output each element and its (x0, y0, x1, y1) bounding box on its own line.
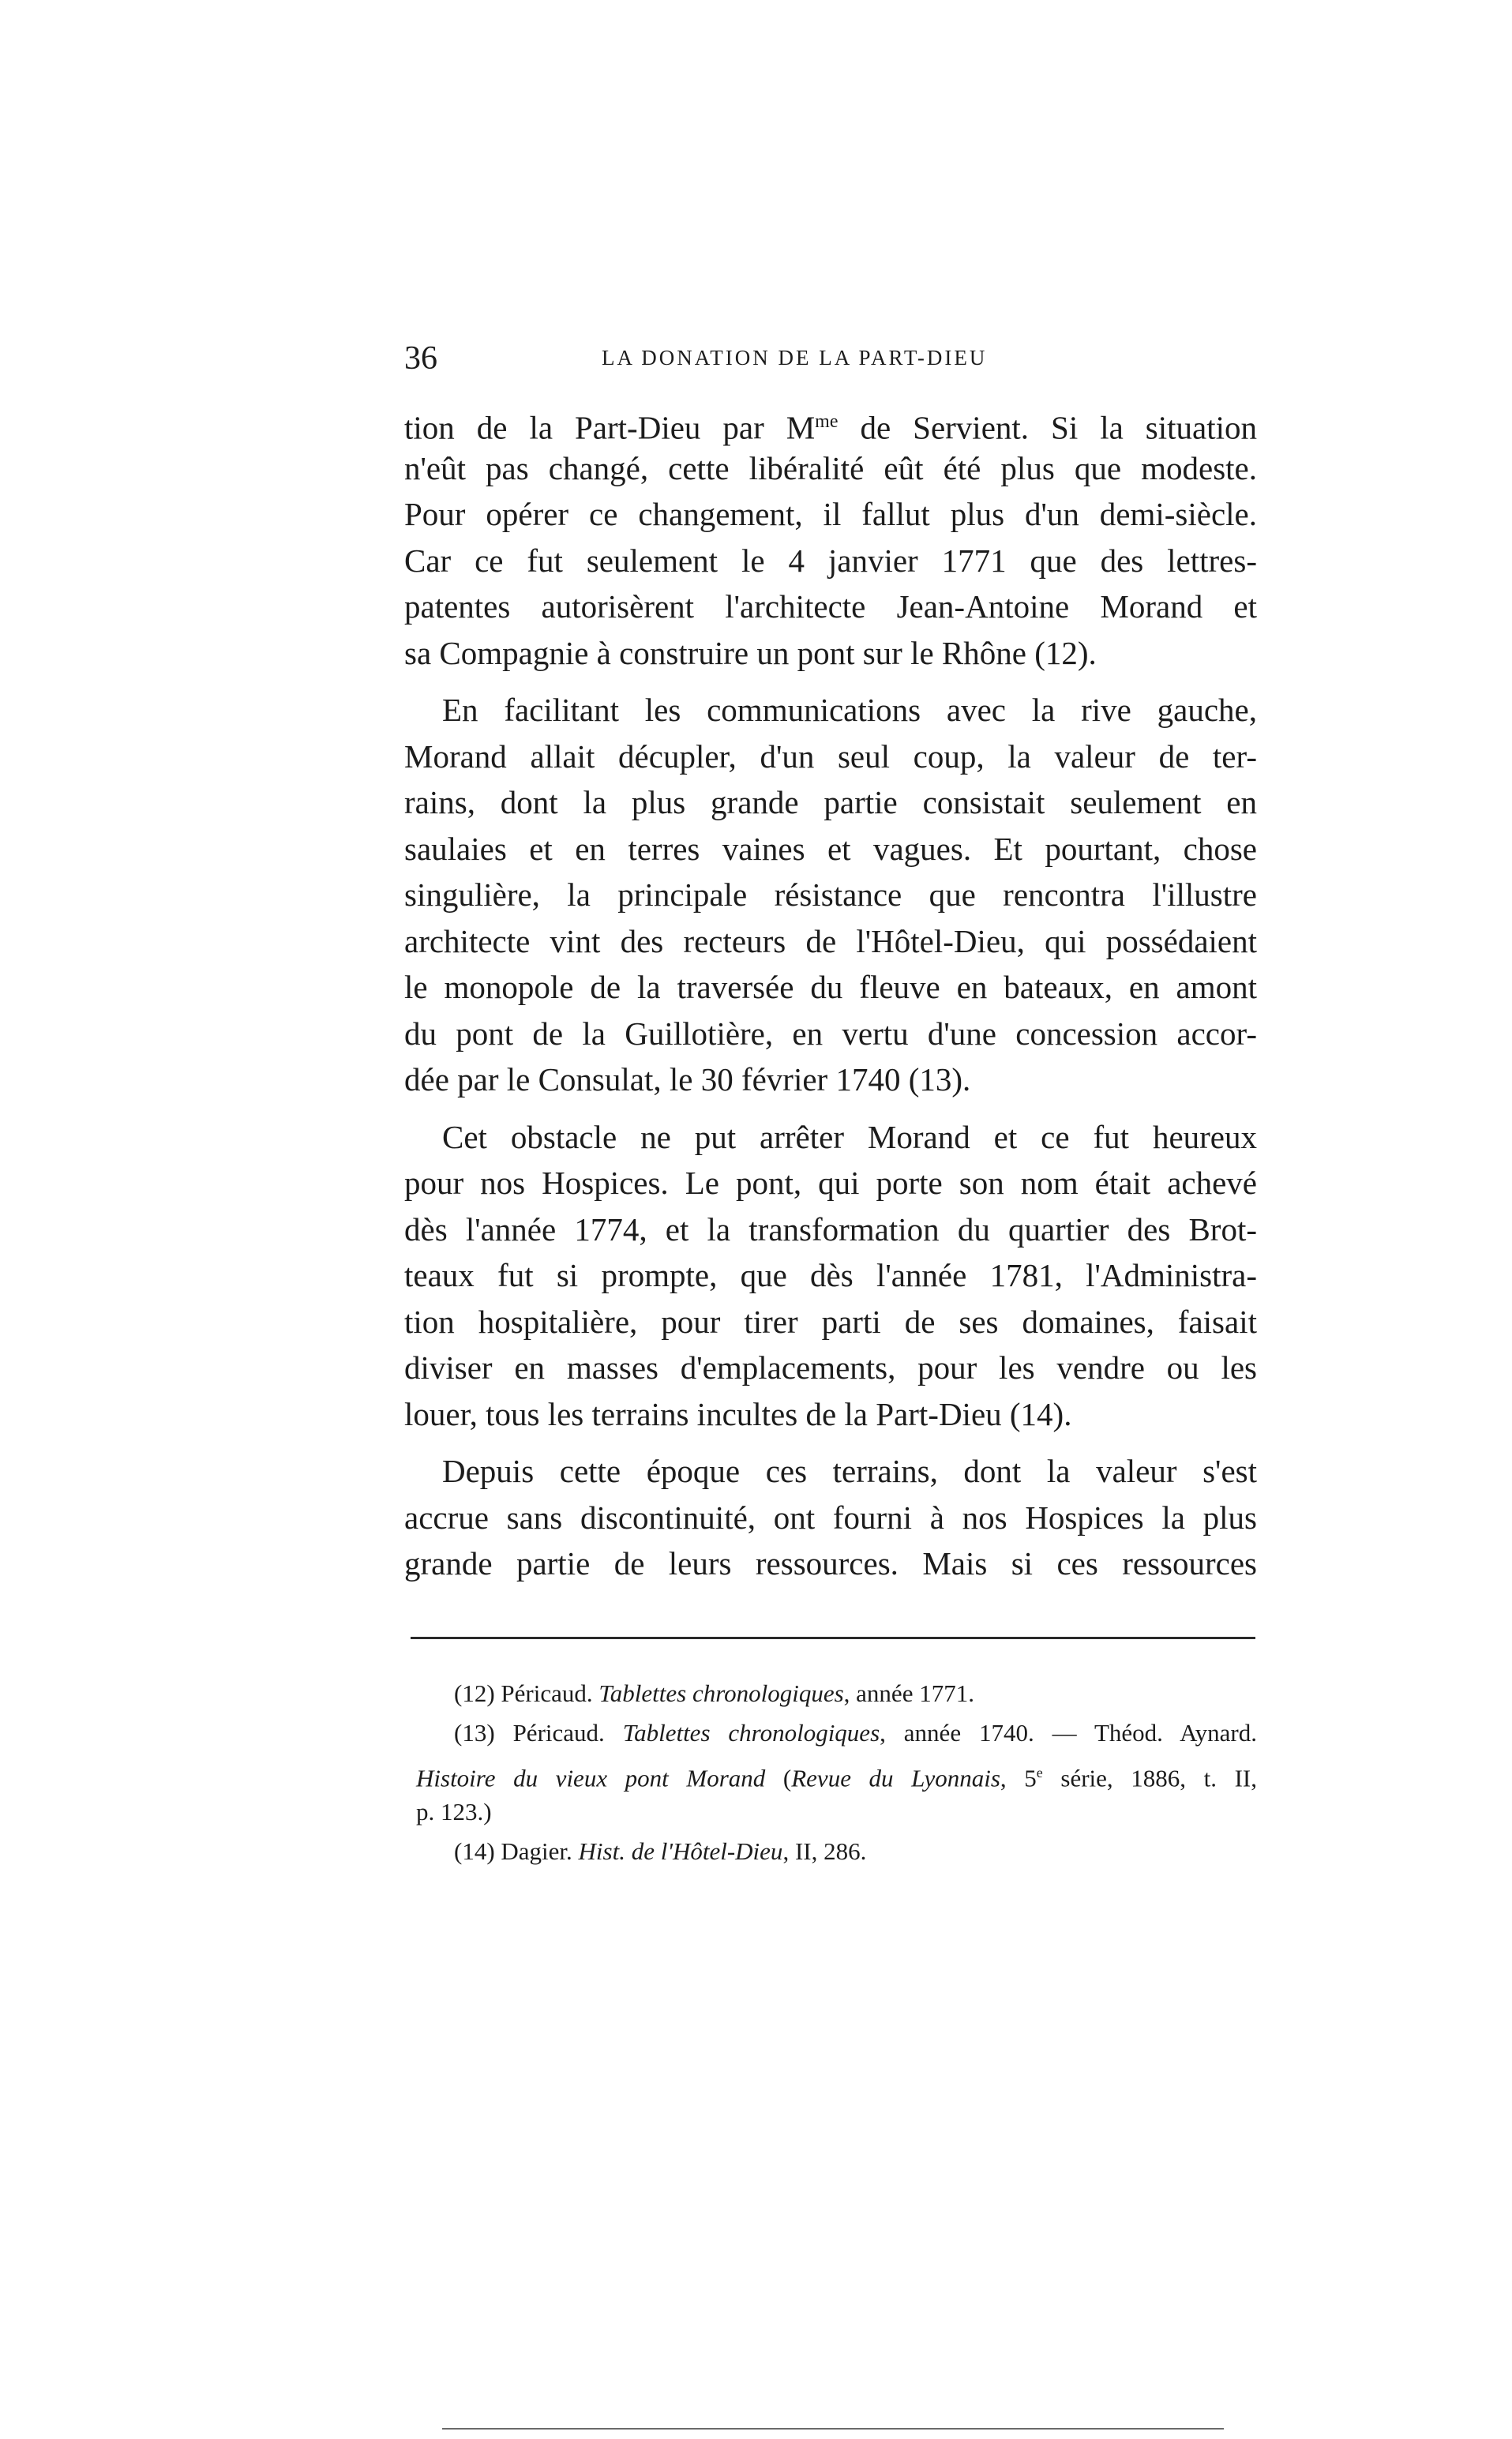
footnote-12: (12) Péricaud. Tablettes chronologiques, année 1771. (454, 1679, 974, 1707)
paragraph-4 (404, 1448, 1257, 1587)
paragraph-2 (404, 687, 1257, 1103)
text-line: Depuis cette époque ces terrains, dont la valeur s'est (442, 1453, 1257, 1489)
text-line: louer, tous les terrains incultes de la Part-Dieu (14). (404, 1395, 1072, 1432)
main-text (404, 399, 1257, 1587)
text-line: Morand allait décupler, d'un seul coup, la valeur de ter- (404, 737, 1257, 775)
footnotes (416, 1674, 1257, 1871)
text-line: n'eût pas changé, cette libéralité eût été plus que modeste. (404, 449, 1257, 486)
text-line: Car ce fut seulement le 4 janvier 1771 que des lettres- (404, 542, 1257, 579)
text-line: le monopole de la traversée du fleuve en bateaux, en amont (404, 969, 1257, 1005)
text-line: pour nos Hospices. Le pont, qui porte son nom était achevé (404, 1165, 1257, 1201)
text-line: dès l'année 1774, et la transformation du quartier des Brot- (404, 1210, 1257, 1248)
footnote-13: (13) Péricaud. Tablettes chronologiques, année 1740. — Théod. Aynard. (454, 1719, 1257, 1747)
page-edge-line (442, 2428, 1224, 2430)
text-line: teaux fut si prompte, que dès l'année 1781, l'Administra- (404, 1257, 1257, 1293)
text-line: rains, dont la plus grande partie consistait seulement en (404, 784, 1257, 820)
text-line: du pont de la Guillotière, en vertu d'une concession accor- (404, 1015, 1257, 1052)
running-head: LA DONATION DE LA PART-DIEU (602, 346, 988, 370)
text-line: dée par le Consulat, le 30 février 1740 (13). (404, 1061, 971, 1098)
text-line: Cet obstacle ne put arrêter Morand et ce fut heureux (442, 1118, 1257, 1155)
footnote-13-end: p. 123.) (416, 1798, 492, 1825)
page-number: 36 (404, 340, 437, 377)
text-line: singulière, la principale résistance que rencontra l'illustre (404, 876, 1257, 913)
paragraph-3 (404, 1114, 1257, 1438)
text-line: tion hospitalière, pour tirer parti de ses domaines, faisait (404, 1303, 1257, 1340)
text-line: Pour opérer ce changement, il fallut plus d'un demi-siècle. (404, 496, 1257, 532)
text-line: saulaies et en terres vaines et vagues. Et pourtant, chose (404, 830, 1257, 867)
text-line: grande partie de leurs ressources. Mais si ces ressources (404, 1545, 1257, 1582)
page-header (404, 340, 1257, 387)
text-line: tion de la Part-Dieu par $M^{me}$ de Servient. Si la situation (404, 409, 1257, 446)
footnote-separator (411, 1637, 1255, 1639)
text-line: patentes autorisèrent l'architecte Jean-Antoine Morand et (404, 588, 1257, 625)
text-line: En facilitant les communications avec la rive gauche, (442, 692, 1257, 728)
text-line: architecte vint des recteurs de l'Hôtel-Dieu, qui possédaient (404, 922, 1257, 959)
paragraph-1 (404, 399, 1257, 676)
text-line: accrue sans discontinuité, ont fourni à nos Hospices la plus (404, 1499, 1257, 1536)
text-line: sa Compagnie à construire un pont sur le Rhône (12). (404, 634, 1097, 671)
footnote-13-continued: Histoire du vieux pont Morand (Revue du Lyonnais, 5e série, 1886, t. II, (416, 1764, 1257, 1792)
footnote-14: (14) Dagier. Hist. de l'Hôtel-Dieu, II, 286. (454, 1837, 867, 1865)
text-line: diviser en masses d'emplacements, pour les vendre ou les (404, 1349, 1257, 1386)
